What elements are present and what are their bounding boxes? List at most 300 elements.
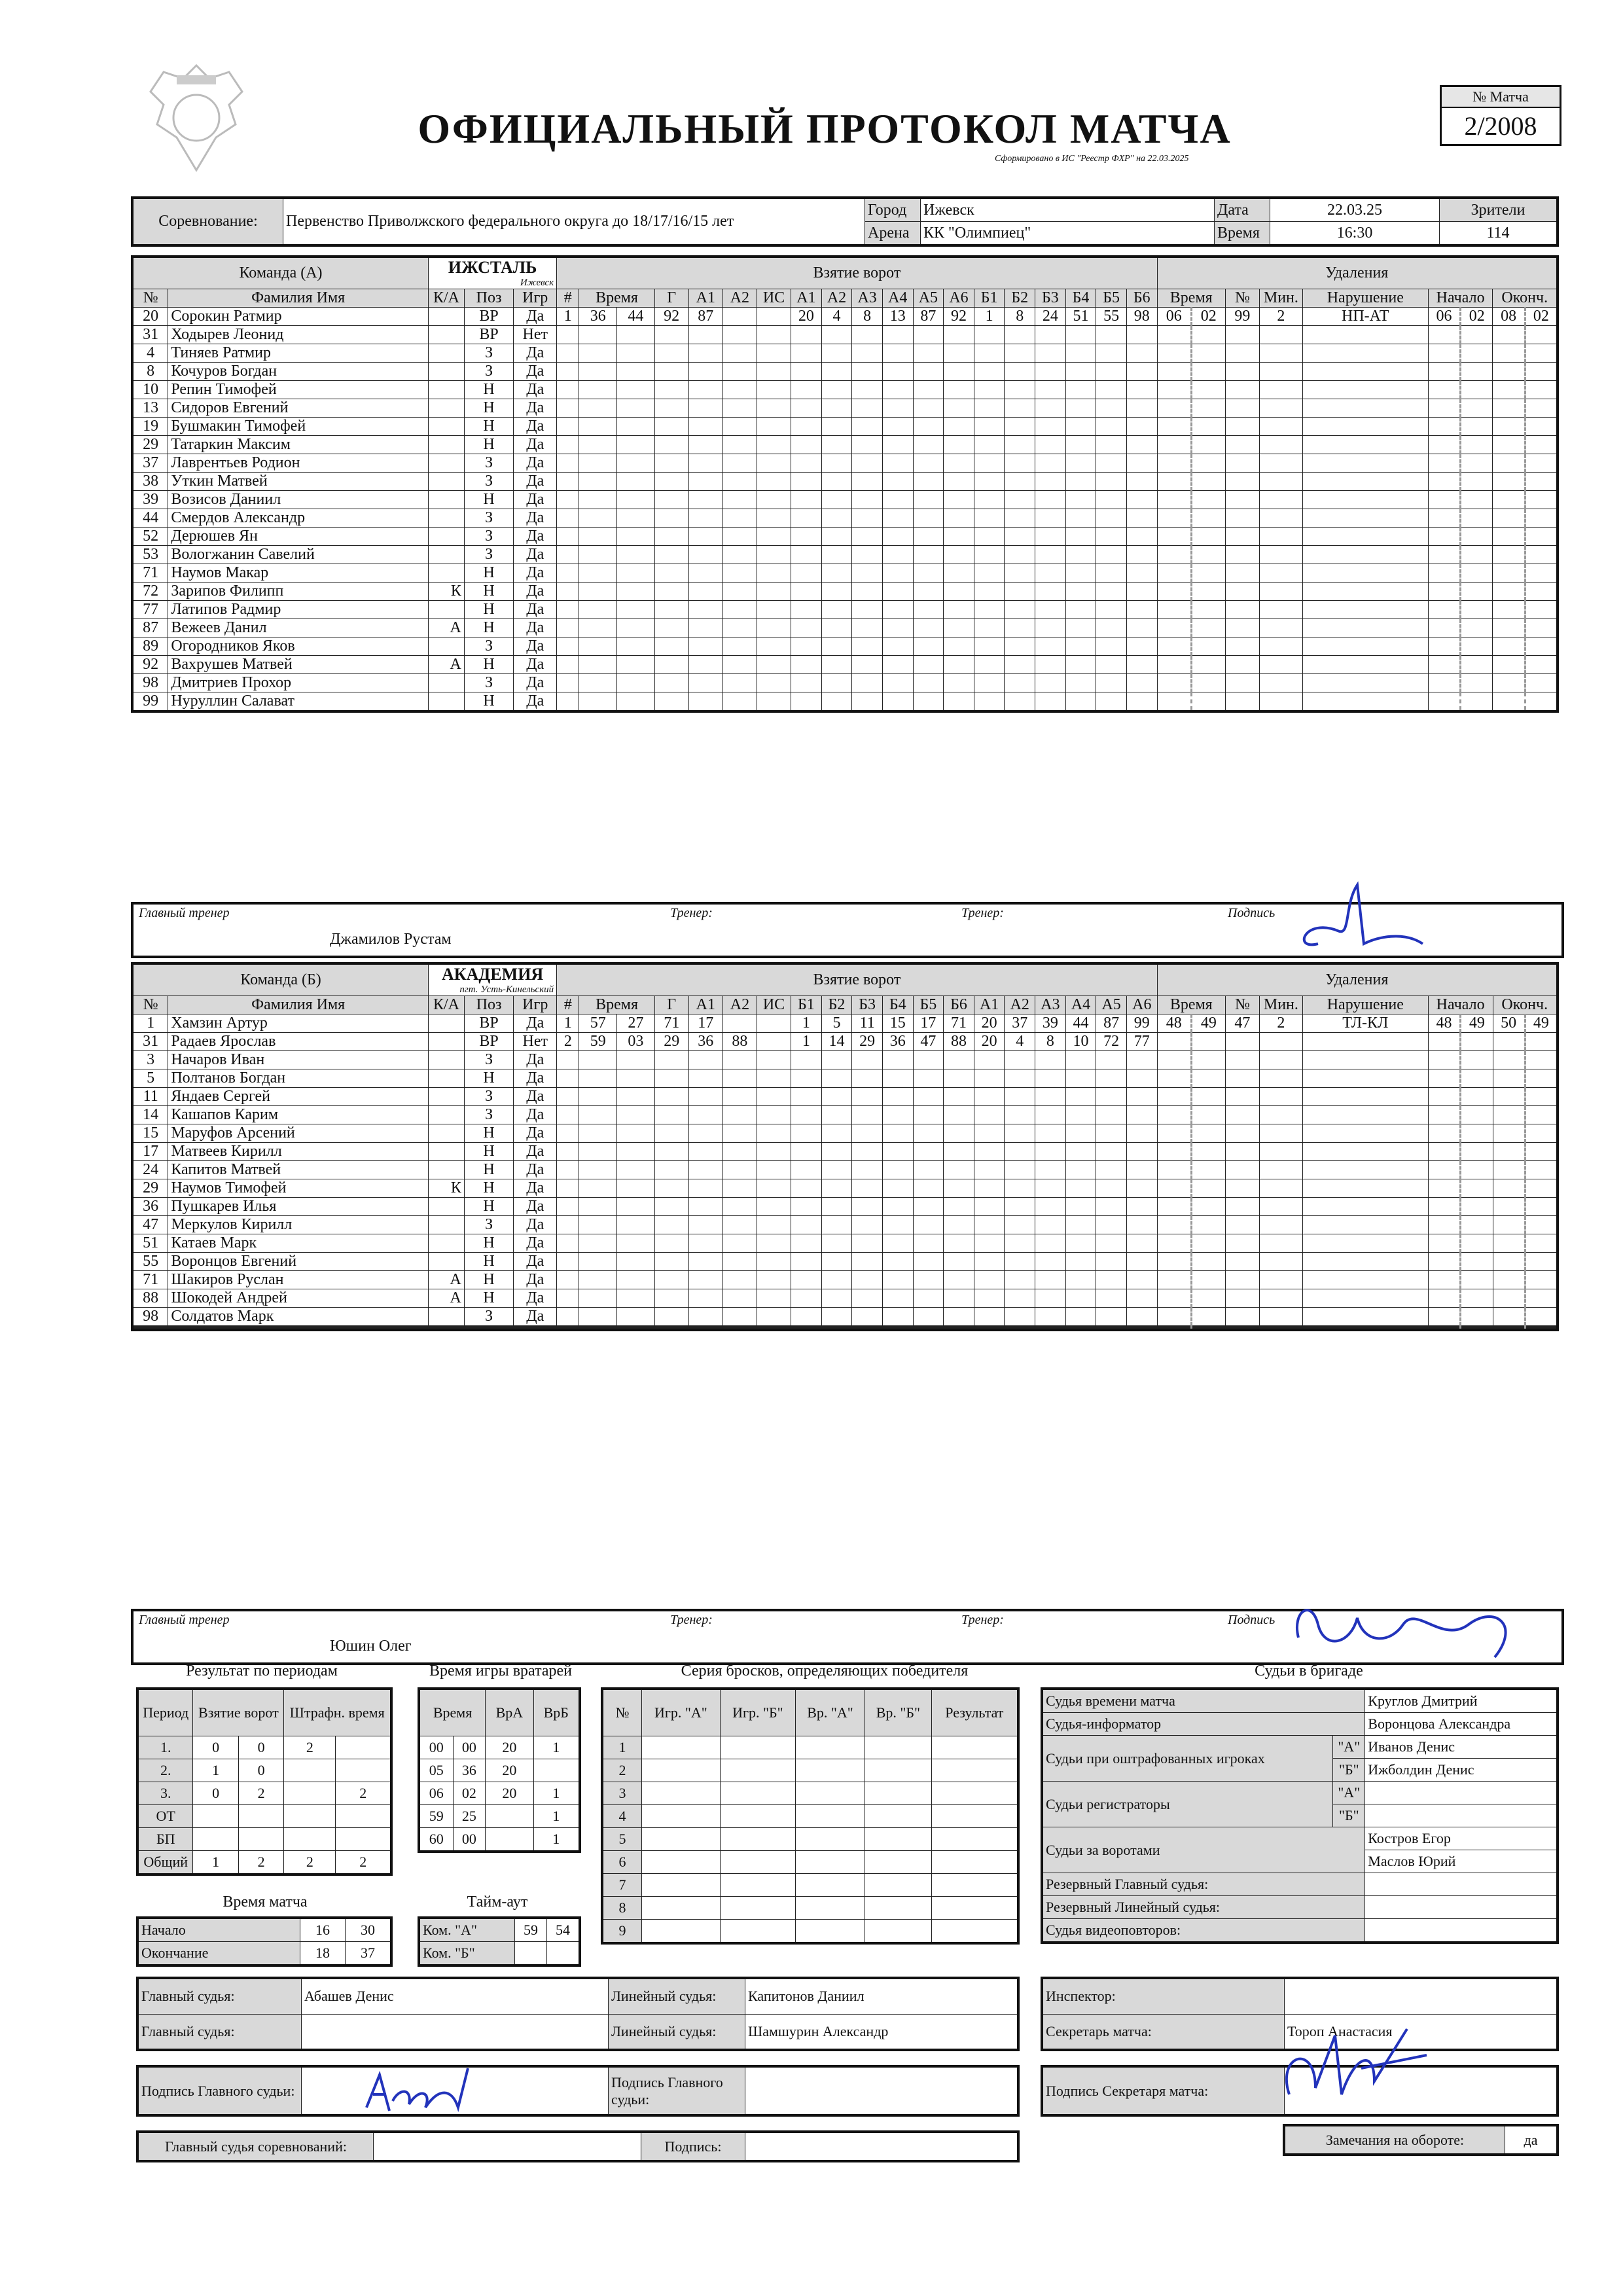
empty-cell bbox=[720, 1874, 795, 1897]
player-position: З bbox=[464, 637, 513, 656]
player-number: 29 bbox=[132, 436, 168, 454]
player-name: Начаров Иван bbox=[168, 1051, 429, 1069]
no-col: № bbox=[132, 289, 168, 308]
empty-cell bbox=[821, 1329, 852, 1331]
empty-cell bbox=[1525, 399, 1558, 418]
team-city: Ижевск bbox=[520, 278, 554, 288]
empty-cell bbox=[720, 1759, 795, 1782]
empty-cell bbox=[1259, 1051, 1302, 1069]
empty-cell bbox=[688, 1271, 722, 1289]
empty-cell bbox=[1259, 1106, 1302, 1124]
empty-cell bbox=[852, 1271, 883, 1289]
player-played: Да bbox=[514, 509, 557, 528]
player-role bbox=[429, 454, 465, 473]
empty-cell bbox=[1428, 1161, 1460, 1179]
empty-cell bbox=[1005, 528, 1035, 546]
empty-cell bbox=[852, 326, 883, 344]
empty-cell bbox=[1191, 692, 1225, 712]
empty-cell bbox=[944, 344, 974, 363]
team-name: ИЖСТАЛЬ bbox=[448, 258, 537, 277]
period-name: 3. bbox=[137, 1782, 193, 1805]
onice-a: 8 bbox=[852, 308, 883, 326]
empty-cell bbox=[974, 674, 1005, 692]
empty-cell bbox=[557, 1143, 579, 1161]
empty-cell bbox=[1096, 546, 1127, 564]
empty-cell bbox=[882, 473, 913, 491]
empty-cell bbox=[791, 1051, 822, 1069]
ka-col: К/А bbox=[429, 289, 465, 308]
empty-cell bbox=[1461, 326, 1493, 344]
empty-cell bbox=[722, 1253, 757, 1271]
empty-cell bbox=[1157, 1253, 1191, 1271]
empty-cell bbox=[654, 674, 688, 692]
empty-cell bbox=[654, 601, 688, 619]
empty-cell bbox=[654, 1179, 688, 1198]
empty-cell bbox=[579, 399, 617, 418]
secretary-signature-icon bbox=[1276, 2016, 1459, 2121]
empty-cell bbox=[944, 1124, 974, 1143]
empty-cell bbox=[720, 1782, 795, 1805]
empty-cell bbox=[1428, 381, 1460, 399]
empty-cell bbox=[852, 583, 883, 601]
empty-cell bbox=[1035, 1198, 1066, 1216]
empty-cell bbox=[1065, 1216, 1096, 1234]
empty-cell bbox=[1035, 674, 1066, 692]
empty-cell bbox=[791, 454, 822, 473]
player-row bbox=[132, 674, 1558, 692]
empty-cell bbox=[882, 528, 913, 546]
empty-cell bbox=[944, 1143, 974, 1161]
team_b-table bbox=[131, 962, 1559, 1331]
empty-cell bbox=[579, 509, 617, 528]
time-label: Время bbox=[1215, 222, 1270, 246]
empty-cell bbox=[1461, 436, 1493, 454]
empty-cell bbox=[579, 1271, 617, 1289]
team-label: Команда (А) bbox=[132, 257, 429, 289]
goals-header: Взятие ворот bbox=[557, 963, 1157, 996]
player-name: Сидоров Евгений bbox=[168, 399, 429, 418]
empty-cell bbox=[852, 1069, 883, 1088]
player-position: ВР bbox=[464, 308, 513, 326]
reserve-line-label: Резервный Линейный судья: bbox=[1042, 1896, 1365, 1919]
shootout-no: 8 bbox=[602, 1897, 642, 1920]
empty-cell bbox=[974, 381, 1005, 399]
player-role: А bbox=[429, 1289, 465, 1308]
empty-cell bbox=[642, 1874, 721, 1897]
empty-cell bbox=[1259, 1289, 1302, 1308]
pos-col: Поз bbox=[464, 996, 513, 1014]
empty-cell bbox=[1428, 509, 1460, 528]
empty-cell bbox=[1493, 1033, 1525, 1051]
match-number: 2/2008 bbox=[1464, 111, 1537, 141]
empty-cell bbox=[579, 1234, 617, 1253]
empty-cell bbox=[722, 363, 757, 381]
empty-cell bbox=[852, 1179, 883, 1198]
inspector-label: Инспектор: bbox=[1042, 1978, 1285, 2014]
empty-cell bbox=[1065, 1161, 1096, 1179]
empty-cell bbox=[579, 1308, 617, 1326]
goal-n: 2 bbox=[557, 1033, 579, 1051]
empty-cell bbox=[1191, 1033, 1225, 1051]
empty-cell bbox=[579, 1051, 617, 1069]
empty-cell bbox=[1096, 326, 1127, 344]
empty-cell bbox=[617, 1308, 655, 1326]
empty-cell bbox=[1126, 418, 1157, 436]
onice-a: 47 bbox=[913, 1033, 944, 1051]
empty-cell bbox=[1428, 1143, 1460, 1161]
player-name: Радаев Ярослав bbox=[168, 1033, 429, 1051]
empty-cell bbox=[654, 1088, 688, 1106]
empty-cell bbox=[1005, 363, 1035, 381]
time-value: 16:30 bbox=[1270, 222, 1440, 246]
empty-cell bbox=[1126, 546, 1157, 564]
empty-cell bbox=[1065, 583, 1096, 601]
player-name: Ходырев Леонид bbox=[168, 326, 429, 344]
empty-cell bbox=[882, 1271, 913, 1289]
empty-cell bbox=[1035, 1308, 1066, 1326]
empty-cell bbox=[795, 1920, 865, 1944]
empty-cell bbox=[1005, 656, 1035, 674]
player-row bbox=[132, 326, 1558, 344]
empty-cell bbox=[852, 692, 883, 712]
name-col: Фамилия Имя bbox=[168, 996, 429, 1014]
period-gb bbox=[238, 1828, 283, 1851]
player-name: Матвеев Кирилл bbox=[168, 1143, 429, 1161]
empty-cell bbox=[1005, 674, 1035, 692]
empty-cell bbox=[1126, 601, 1157, 619]
referees-table bbox=[136, 1977, 1020, 2051]
empty-cell bbox=[722, 1271, 757, 1289]
empty-cell bbox=[974, 1253, 1005, 1271]
empty-cell bbox=[557, 656, 579, 674]
pen-foul-col: Нарушение bbox=[1302, 996, 1428, 1014]
empty-cell bbox=[821, 454, 852, 473]
empty-cell bbox=[1259, 418, 1302, 436]
empty-cell bbox=[1525, 436, 1558, 454]
empty-cell bbox=[1225, 656, 1259, 674]
empty-cell bbox=[944, 1051, 974, 1069]
empty-cell bbox=[1302, 1198, 1428, 1216]
goal-judge-1: Костров Егор bbox=[1365, 1827, 1558, 1850]
protocol-subtitle: Сформировано в ИС "Реестр ФХР" на 22.03.2025 bbox=[995, 154, 1189, 164]
player-name: Кашапов Карим bbox=[168, 1106, 429, 1124]
onice-col: А4 bbox=[882, 289, 913, 308]
onice-col: А3 bbox=[1035, 996, 1066, 1014]
empty-cell bbox=[1428, 1234, 1460, 1253]
empty-cell bbox=[617, 1253, 655, 1271]
empty-cell bbox=[757, 1161, 791, 1179]
empty-cell bbox=[1096, 1253, 1127, 1271]
period-ga bbox=[193, 1805, 238, 1828]
empty-cell bbox=[579, 637, 617, 656]
empty-cell bbox=[1096, 601, 1127, 619]
empty-cell bbox=[1065, 1106, 1096, 1124]
goal-t2: 27 bbox=[617, 1014, 655, 1033]
empty-cell bbox=[944, 399, 974, 418]
empty-cell bbox=[1157, 1329, 1191, 1331]
empty-cell bbox=[795, 1851, 865, 1874]
empty-cell bbox=[722, 399, 757, 418]
empty-cell bbox=[944, 583, 974, 601]
empty-cell bbox=[1302, 656, 1428, 674]
onice-a: 36 bbox=[882, 1033, 913, 1051]
empty-cell bbox=[944, 637, 974, 656]
empty-cell bbox=[1065, 1124, 1096, 1143]
player-role bbox=[429, 326, 465, 344]
empty-cell bbox=[1065, 1308, 1096, 1326]
player-played: Да bbox=[514, 619, 557, 637]
empty-cell bbox=[1035, 601, 1066, 619]
player-name: Татаркин Максим bbox=[168, 436, 429, 454]
empty-cell bbox=[1157, 1161, 1191, 1179]
player-number: 29 bbox=[132, 1179, 168, 1198]
empty-cell bbox=[1259, 509, 1302, 528]
empty-cell bbox=[791, 418, 822, 436]
empty-cell bbox=[1191, 1124, 1225, 1143]
empty-cell bbox=[1126, 1289, 1157, 1308]
empty-cell bbox=[852, 1253, 883, 1271]
empty-cell bbox=[1225, 1088, 1259, 1106]
empty-cell bbox=[429, 1329, 465, 1331]
empty-cell bbox=[757, 528, 791, 546]
empty-cell bbox=[1157, 454, 1191, 473]
empty-cell bbox=[1461, 1216, 1493, 1234]
empty-cell bbox=[1096, 1161, 1127, 1179]
empty-cell bbox=[757, 1179, 791, 1198]
informer-label: Судья-информатор bbox=[1042, 1713, 1365, 1736]
player-name: Возисов Даниил bbox=[168, 491, 429, 509]
empty-cell bbox=[1191, 1198, 1225, 1216]
empty-cell bbox=[944, 656, 974, 674]
empty-cell bbox=[1005, 564, 1035, 583]
empty-cell bbox=[944, 1161, 974, 1179]
empty-cell bbox=[913, 692, 944, 712]
empty-cell bbox=[1157, 656, 1191, 674]
player-position: Н bbox=[464, 692, 513, 712]
empty-cell bbox=[944, 1179, 974, 1198]
player-position: З bbox=[464, 1106, 513, 1124]
empty-cell bbox=[944, 363, 974, 381]
empty-cell bbox=[617, 509, 655, 528]
player-row bbox=[132, 1179, 1558, 1198]
empty-cell bbox=[1096, 1271, 1127, 1289]
empty-cell bbox=[944, 418, 974, 436]
player-name: Вологжанин Савелий bbox=[168, 546, 429, 564]
goal-judges-label: Судьи за воротами bbox=[1042, 1827, 1365, 1873]
player-number: 31 bbox=[132, 326, 168, 344]
empty-cell bbox=[617, 1234, 655, 1253]
tag-a: "А" bbox=[1333, 1736, 1365, 1759]
empty-cell bbox=[1428, 601, 1460, 619]
player-number: 37 bbox=[132, 454, 168, 473]
coach-label-2: Тренер: bbox=[961, 1613, 1004, 1627]
empty-cell bbox=[852, 509, 883, 528]
empty-cell bbox=[1302, 1216, 1428, 1234]
empty-cell bbox=[1126, 1198, 1157, 1216]
empty-cell bbox=[821, 1198, 852, 1216]
player-played: Да bbox=[514, 1069, 557, 1088]
empty-cell bbox=[1493, 1216, 1525, 1234]
player-role bbox=[429, 546, 465, 564]
empty-cell bbox=[974, 1179, 1005, 1198]
empty-cell bbox=[1005, 491, 1035, 509]
timekeeper-label: Судья времени матча bbox=[1042, 1689, 1365, 1713]
empty-cell bbox=[1493, 363, 1525, 381]
empty-cell bbox=[852, 454, 883, 473]
player-number: 99 bbox=[132, 692, 168, 712]
player-row bbox=[132, 1106, 1558, 1124]
empty-cell bbox=[791, 1308, 822, 1326]
signature-label: Подпись bbox=[1228, 906, 1275, 920]
empty-cell bbox=[1525, 1234, 1558, 1253]
empty-cell bbox=[1096, 1143, 1127, 1161]
player-name: Хамзин Артур bbox=[168, 1014, 429, 1033]
empty-cell bbox=[944, 692, 974, 712]
empty-cell bbox=[865, 1805, 932, 1828]
empty-cell bbox=[1525, 1088, 1558, 1106]
empty-cell bbox=[1525, 491, 1558, 509]
empty-cell bbox=[1302, 1234, 1428, 1253]
empty-cell bbox=[1096, 491, 1127, 509]
player-number: 47 bbox=[132, 1216, 168, 1234]
empty-cell bbox=[882, 564, 913, 583]
empty-cell bbox=[1525, 1179, 1558, 1198]
empty-cell bbox=[1035, 473, 1066, 491]
player-role bbox=[429, 528, 465, 546]
empty-cell bbox=[1035, 1253, 1066, 1271]
empty-cell bbox=[974, 564, 1005, 583]
player-name: Воронцов Евгений bbox=[168, 1253, 429, 1271]
player-position: З bbox=[464, 1088, 513, 1106]
empty-cell bbox=[579, 381, 617, 399]
player-played: Да bbox=[514, 344, 557, 363]
empty-cell bbox=[821, 619, 852, 637]
empty-cell bbox=[852, 1216, 883, 1234]
empty-cell bbox=[757, 418, 791, 436]
empty-cell bbox=[579, 326, 617, 344]
onice-col: Б6 bbox=[944, 996, 974, 1014]
empty-cell bbox=[722, 1143, 757, 1161]
empty-cell bbox=[688, 1253, 722, 1271]
period-name: 1. bbox=[137, 1736, 193, 1759]
empty-cell bbox=[654, 1234, 688, 1253]
empty-cell bbox=[1525, 1124, 1558, 1143]
empty-cell bbox=[720, 1805, 795, 1828]
empty-cell bbox=[757, 1106, 791, 1124]
empty-cell bbox=[1461, 454, 1493, 473]
empty-cell bbox=[791, 656, 822, 674]
empty-cell bbox=[1005, 326, 1035, 344]
player-number: 53 bbox=[132, 546, 168, 564]
empty-cell bbox=[579, 473, 617, 491]
empty-cell bbox=[1428, 1329, 1460, 1331]
empty-cell bbox=[1126, 1051, 1157, 1069]
empty-cell bbox=[1005, 1216, 1035, 1234]
sig-secretary-label: Подпись Секретаря матча: bbox=[1042, 2066, 1285, 2115]
empty-cell bbox=[1096, 399, 1127, 418]
empty-cell bbox=[821, 436, 852, 454]
player-row bbox=[132, 546, 1558, 564]
empty-cell bbox=[557, 436, 579, 454]
empty-cell bbox=[654, 1069, 688, 1088]
player-row bbox=[132, 1308, 1558, 1326]
empty-cell bbox=[882, 1143, 913, 1161]
empty-cell bbox=[757, 509, 791, 528]
empty-cell bbox=[1157, 381, 1191, 399]
empty-cell bbox=[688, 1124, 722, 1143]
player-number: 20 bbox=[132, 308, 168, 326]
empty-cell bbox=[557, 1179, 579, 1198]
player-name: Яндаев Сергей bbox=[168, 1088, 429, 1106]
empty-cell bbox=[1065, 363, 1096, 381]
empty-cell bbox=[791, 1234, 822, 1253]
pen-s2: 02 bbox=[1461, 308, 1493, 326]
empty-cell bbox=[852, 491, 883, 509]
empty-cell bbox=[1126, 473, 1157, 491]
player-number: 55 bbox=[132, 1253, 168, 1271]
empty-cell bbox=[464, 1329, 513, 1331]
empty-cell bbox=[1525, 1289, 1558, 1308]
shootout-no: 7 bbox=[602, 1874, 642, 1897]
empty-cell bbox=[1035, 546, 1066, 564]
empty-cell bbox=[882, 509, 913, 528]
empty-cell bbox=[1035, 1289, 1066, 1308]
empty-cell bbox=[1525, 1271, 1558, 1289]
player-position: Н bbox=[464, 1069, 513, 1088]
player-name: Вежеев Данил bbox=[168, 619, 429, 637]
tag-a-2: "А" bbox=[1333, 1782, 1365, 1804]
empty-cell bbox=[1157, 363, 1191, 381]
empty-cell bbox=[1259, 546, 1302, 564]
empty-cell bbox=[757, 1271, 791, 1289]
player-role: А bbox=[429, 619, 465, 637]
player-name: Кочуров Богдан bbox=[168, 363, 429, 381]
main-referee-label-2: Главный судья: bbox=[137, 2014, 302, 2050]
empty-cell bbox=[913, 491, 944, 509]
empty-cell bbox=[944, 1106, 974, 1124]
empty-cell bbox=[1126, 1106, 1157, 1124]
empty-cell bbox=[722, 1124, 757, 1143]
start-hour: 16 bbox=[300, 1918, 346, 1942]
empty-cell bbox=[791, 619, 822, 637]
empty-cell bbox=[974, 1088, 1005, 1106]
empty-cell bbox=[1126, 528, 1157, 546]
empty-cell bbox=[944, 1234, 974, 1253]
onice-b: 10 bbox=[1065, 1033, 1096, 1051]
empty-cell bbox=[722, 1051, 757, 1069]
coach-label: Тренер: bbox=[670, 1613, 713, 1627]
timeout-b-sec bbox=[547, 1942, 580, 1966]
onice-col: Б2 bbox=[1005, 289, 1035, 308]
player-played: Да bbox=[514, 1234, 557, 1253]
empty-cell bbox=[791, 1143, 822, 1161]
empty-cell bbox=[1157, 692, 1191, 712]
empty-cell bbox=[852, 1124, 883, 1143]
empty-cell bbox=[1525, 583, 1558, 601]
empty-cell bbox=[791, 1106, 822, 1124]
goalie-time-table bbox=[418, 1687, 581, 1853]
player-name: Полтанов Богдан bbox=[168, 1069, 429, 1088]
player-position: Н bbox=[464, 381, 513, 399]
empty-cell bbox=[688, 381, 722, 399]
player-number: 5 bbox=[132, 1069, 168, 1088]
empty-cell bbox=[1525, 1161, 1558, 1179]
empty-cell bbox=[1461, 1271, 1493, 1289]
empty-cell bbox=[617, 1124, 655, 1143]
line-referee-label-2: Линейный судья: bbox=[609, 2014, 745, 2050]
empty-cell bbox=[1191, 363, 1225, 381]
empty-cell bbox=[1157, 546, 1191, 564]
